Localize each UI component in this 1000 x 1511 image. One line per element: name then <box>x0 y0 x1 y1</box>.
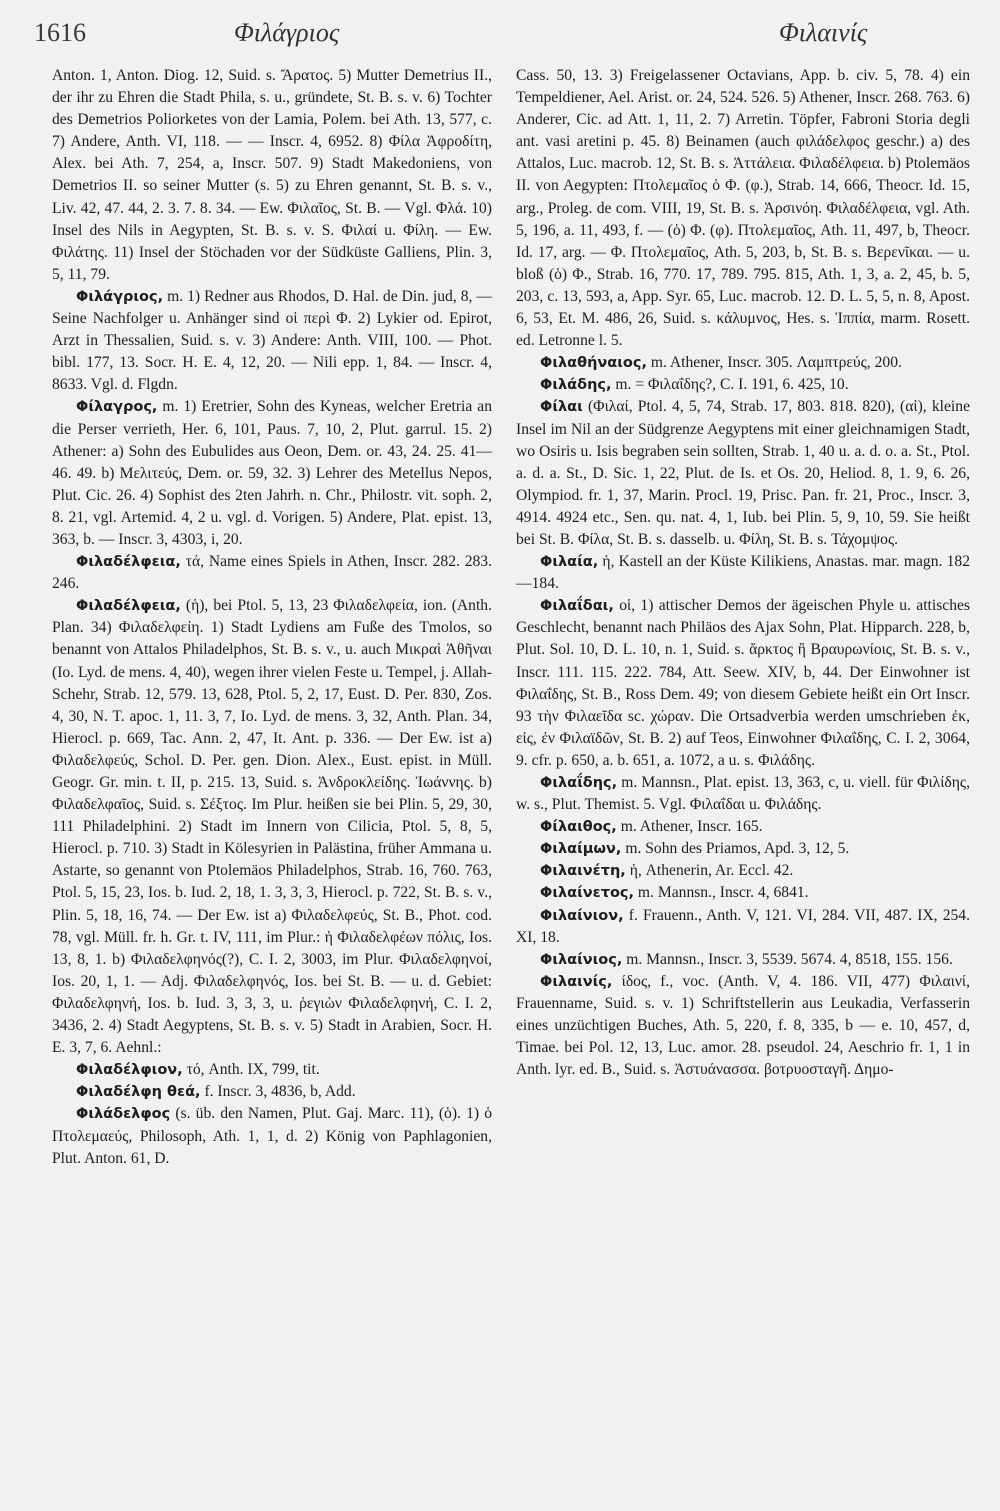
right-column <box>516 65 970 1081</box>
entry-text: m. Athener, Inscr. 165. <box>616 818 763 836</box>
entry-headword: Φίλαι <box>540 399 583 416</box>
left-column <box>52 65 492 1170</box>
running-head-left: Φιλάγριος <box>234 18 340 47</box>
entry-text: τό, Anth. IX, 799, tit. <box>182 1061 320 1079</box>
dictionary-entry <box>516 860 970 882</box>
entry-headword: Φιλαδέλφη θεά, <box>76 1084 201 1101</box>
entry-text: m. Athener, Inscr. 305. Λαμπτρεύς, 200. <box>646 354 902 372</box>
dictionary-entry <box>516 905 970 949</box>
dictionary-entry <box>52 1103 492 1169</box>
entry-text: Anton. 1, Anton. Diog. 12, Suid. s. Ἄρατος. 5) Mutter Demetrius II., der ihr zu Ehren die Stadt Phila, s. u., gründete, St. B. s. v. 6) Tochter des Demetrios Poliorketes von der Lamia, Polem. bei Ath. 13, 577, c. 7) Andere, Anth. VI, 118. — — Inscr. 4, 6952. 8) Φίλα Ἀφροδίτη, Alex. bei Ath. 7, 254, a, Inscr. 507. 9) Stadt Makedoniens, von Demetrios II. so seiner Mutter (s. 5) zu Ehren genannt, St. B. s. v., Liv. 42, 47. 44, 2. 3. 7. 8. 34. — Ew. Φιλαῖος, St. B. — Vgl. Φλά. 10) Insel des Nils in Aegypten, St. B. s. v. S. Φιλαί u. Φίλη. — Ew. Φιλάτης. 11) Insel der Stöchaden vor der Südküste Galliens, Plin. 3, 5, 11, 79. <box>52 67 492 283</box>
entry-text: ίδος, f., voc. (Anth. V, 4. 186. VII, 477) Φιλαινί, Frauenname, Suid. s. v. 1) Schriftstellerin aus Leukadia, Verfasserin eines unzüchtigen Buches, Ath. 5, 220, f. 8, 335, b — e. 10, 457, d, Timae. bei Pol. 12, 13, Luc. amor. 28. pseudol. 24, Aeschrio fr. 1, 1 in Anth. lyr. ed. B., Suid. s. Ἀστυάνασσα. βοτρυοσταγῆ. Δημο- <box>516 972 970 1079</box>
entry-headword: Φιλαίνετος, <box>540 885 635 902</box>
dictionary-entry <box>516 882 970 904</box>
dictionary-entry <box>52 396 492 551</box>
entry-headword: Φιλαία, <box>540 554 599 571</box>
page-header <box>34 14 970 54</box>
entry-headword: Φιλαινίς, <box>540 973 613 990</box>
dictionary-entry <box>516 595 970 772</box>
entry-headword: Φιλαθήναιος, <box>540 355 647 372</box>
entry-headword: Φιλαδέλφεια, <box>76 554 181 571</box>
entry-headword: Φιλάδελφος <box>76 1106 171 1123</box>
dictionary-entry <box>516 971 970 1081</box>
entry-headword: Φιλαίνιον, <box>540 907 624 924</box>
running-head-right: Φιλαινίς <box>779 18 868 47</box>
entry-continuation <box>516 65 970 352</box>
entry-continuation <box>52 65 492 286</box>
entry-headword: Φιλάδης, <box>540 377 612 394</box>
dictionary-entry <box>516 816 970 838</box>
entry-text: f. Frauenn., Anth. V, 121. VI, 284. VII, 487. IX, 254. XI, 18. <box>516 906 970 946</box>
entry-text: τά, Name eines Spiels in Athen, Inscr. 282. 283. 246. <box>52 553 492 593</box>
entry-headword: Φιλαΐδαι, <box>540 598 614 615</box>
entry-headword: Φιλαινέτη, <box>540 863 626 880</box>
entry-text: m. 1) Redner aus Rhodos, D. Hal. de Din. jud, 8, — Seine Nachfolger u. Anhänger sind οἱ περὶ Φ. 2) Lykier od. Epirot, Arzt in Thessalien, Suid. s. v. 3) Andere: Anth. VIII, 100. — Phot. bibl. 177, 13. Socr. H. E. 4, 12, 20. — Nili epp. 1, 84. — Inscr. 4, 8633. Vgl. d. Flgdn. <box>52 287 492 394</box>
dictionary-entry <box>516 772 970 816</box>
dictionary-entry <box>52 595 492 1059</box>
dictionary-entry <box>516 838 970 860</box>
entry-text: Cass. 50, 13. 3) Freigelassener Octavians, App. b. civ. 5, 78. 4) ein Tempeldiener, Ael. Arist. or. 24, 524. 526. 5) Athener, Inscr. 268. 763. 6) Anderer, Cic. ad Att. 1, 11, 2. 7) Arretin. Töpfer, Fabroni Storia degli ant. vasi aretini p. 45. 8) Beinamen (auch φιλάδελφος geschr.) a) des Attalos, Luc. macrob. 12, St. B. s. Ἀττάλεια. Φιλαδέλφεια. b) Ptolemäos II. von Aegypten: Πτολεμαῖος ὁ Φ. (φ.), Strab. 14, 666, Theocr. Id. 15, arg., Proleg. de com. VIII, 19, St. B. s. Ἀρσινόη. Φιλαδέλφεια, vgl. Ath. 5, 196, a. 11, 493, f. — (ὁ) Φ. (φ). Πτολεμαῖος, Ath. 11, 497, b, Theocr. Id. 17, arg. — Φ. Πτολεμαῖος, Ath. 5, 203, b, St. B. s. Βερενῖκαι. — u. bloß (ὁ) Φ., Strab. 16, 770. 17, 789. 795. 815, Ath. 1, 3, a. 2, 45, b. 5, 203, c. 13, 593, a, App. Syr. 65, Luc. macrob. 12. D. L. 5, 5, n. 8, Apost. 6, 53, Et. M. 486, 26, Suid. s. κάλυμνος, Hes. s. Ἱππία, marm. Rosett. ed. Letronne l. 5. <box>516 67 970 350</box>
entry-text: οἱ, 1) attischer Demos der ägeischen Phyle u. attisches Geschlecht, benannt nach Philäos des Ajax Sohn, Plat. Hipparch. 228, b, Plut. Sol. 10, D. L. 10, n. 1, Suid. s. ἄρκτος ἢ Βραυρωνίοις, St. B. s. v., Inscr. 111. 115. 222. 784, Att. Seew. XIV, b, 44. Der Einwohner ist Φιλαΐδης, St. B., Ross Dem. 49; von diesem Gebiete heißt ein Ort Inscr. 93 τὴν Φιλαεῖδα sc. χώραν. Die Ortsadverbia werden umschrieben ἐκ, εἰς, ἐν Φιλαϊδῶν, St. B. 2) auf Teos, Einwohner Φιλαΐδης, C. I. 2, 3064, 9. cfr. p. 650, a. b. 651, a. 1072, a u. s. Φιλάδης. <box>516 597 970 769</box>
entry-headword: Φιλάγριος, <box>76 288 164 305</box>
dictionary-entry <box>52 551 492 595</box>
dictionary-entry <box>52 286 492 396</box>
entry-headword: Φιλαίμων, <box>540 841 622 858</box>
entry-headword: Φιλαίνιος, <box>540 951 623 968</box>
dictionary-entry <box>516 949 970 971</box>
dictionary-entry <box>52 1059 492 1081</box>
dictionary-entry <box>516 374 970 396</box>
page-number: 1616 <box>34 18 86 47</box>
entry-text: m. = Φιλαΐδης?, C. I. 191, 6. 425, 10. <box>611 376 849 394</box>
dictionary-entry <box>516 551 970 595</box>
entry-text: m. Mannsn., Inscr. 4, 6841. <box>634 884 809 902</box>
dictionary-entry <box>516 352 970 374</box>
entry-text: m. Mannsn., Plat. epist. 13, 363, c, u. viell. für Φιλίδης, w. s., Plut. Themist. 5. Vgl. Φιλαΐδαι u. Φιλάδης. <box>516 774 970 814</box>
entry-headword: Φιλαΐδης, <box>540 775 618 791</box>
dictionary-entry <box>516 396 970 551</box>
entry-text: (Φιλαί, Ptol. 4, 5, 74, Strab. 17, 803. 818. 820), (αἱ), kleine Insel im Nil an der Südgrenze Aegyptens mit einer gleichnamigen Stadt, wo Osiris u. Isis begraben sein sollten, Strab. 1, 40 u. a. d. o. a. St., Ptol. a. d. a. St., D. Sic. 1, 22, Plut. de Is. et Os. 20, Heliod. 8, 1. 9, 6. 26, Olympiod. fr. 1, 37, Marin. Procl. 19, Prisc. Pan. fr. 21, Proc., Inscr. 3, 4914. 4924 etc., Sen. qu. nat. 4, 1, Iub. bei Plin. 5, 9, 10, 59. Sie heißt bei St. B. Φίλα, St. B. s. dasselb. u. Φίλη, St. B. s. Τάχομψος. <box>516 398 970 548</box>
entry-text: m. Sohn des Priamos, Apd. 3, 12, 5. <box>621 840 850 858</box>
entry-text: m. Mannsn., Inscr. 3, 5539. 5674. 4, 8518, 155. 156. <box>622 950 953 968</box>
entry-text: f. Inscr. 3, 4836, b, Add. <box>200 1083 356 1101</box>
entry-text: ἡ, Athenerin, Ar. Eccl. 42. <box>625 862 794 880</box>
entry-text: m. 1) Eretrier, Sohn des Kyneas, welcher Eretria an die Perser verrieth, Her. 6, 101, Paus. 7, 10, 2, Plut. garrul. 15. 2) Athener: a) Sohn des Eubulides aus Oeon, Dem. or. 43, 24. 25. 41—46. 49. b) Μελιτεύς, Dem. or. 59, 32. 3) Lehrer des Metellus Nepos, Plut. Cic. 26. 4) Sophist des 2ten Jahrh. n. Chr., Philostr. vit. soph. 2, 8. 21, vgl. Artemid. 4, 2 u. vgl. d. Vorigen. 5) Andere, Plat. epist. 13, 363, b. — Inscr. 3, 4303, i, 20. <box>52 398 492 548</box>
dictionary-entry <box>52 1081 492 1103</box>
entry-headword: Φιλαδέλφεια, <box>76 598 181 615</box>
entry-headword: Φίλαγρος, <box>76 399 158 416</box>
entry-headword: Φιλαδέλφιον, <box>76 1062 183 1079</box>
entry-text: (ἡ), bei Ptol. 5, 13, 23 Φιλαδελφεία, ion. (Anth. Plan. 34) Φιλαδελφείη. 1) Stadt Lydiens am Fuße des Tmolos, so benannt von Attalos Philadelphos, St. B. s. v., u. auch Μικραὶ Ἀθῆναι (Io. Lyd. de mens. 4, 40), wegen ihrer vielen Feste u. Tempel, j. Allah-Schehr, Strab. 12, 579. 13, 628, Ptol. 5, 2, 17, Eust. D. Per. 830, Zos. 4, 30, N. T. apoc. 1, 11. 3, 7, Io. Lyd. de mens. 3, 32, Anth. Plan. 34, Hierocl. p. 669, Tac. Ann. 2, 47, It. Ant. p. 336. — Der Ew. ist a) Φιλαδελφεύς, Schol. D. Per. gen. Dion. Alex., Eust. epist. in Müll. Geogr. Gr. min. t. II, p. 215. 13, Suid. s. Ἀνδροκλείδης. Ἰωάννης. b) Φιλαδελφαῖος, Suid. s. Σέξτος. Im Plur. heißen sie bei Plin. 5, 29, 30, 111 Philadelphini. 2) Stadt im Innern von Cilicia, Ptol. 5, 8, 5, Hierocl. p. 710. 3) Stadt in Kölesyrien in Palästina, früher Ammana u. Astarte, so genannt von Ptolemäos Philadelphos, Strab. 16, 760. 763, Ptol. 5, 15, 23, Ios. b. Iud. 2, 18, 1. 3, 3, 3, Hierocl. p. 722, St. B. s. v., Plin. 5, 18, 16, 74. — Der Ew. ist a) Φιλαδελφεύς, St. B., Phot. cod. 78, vgl. Müll. fr. h. Gr. t. IV, 111, im Plur.: ἡ Φιλαδελφέων πόλις, Ios. 13, 8, 1. b) Φιλαδελφηνός(?), C. I. 2, 3003, im Plur. Φιλαδελφηνοί, Ios. 20, 1, 1. — Adj. Φιλαδελφηνός, Ios. bei St. B. — u. d. Gebiet: Φιλαδελφηνή, Ios. b. Iud. 3, 3, 3, u. ῥεγιὼν Φιλαδελφηνή, C. I. 2, 3436, 2. 4) Stadt Aegyptens, St. B. s. v. 5) Stadt in Arabien, Socr. H. E. 3, 7, 6. Aehnl.: <box>52 597 492 1057</box>
entry-headword: Φίλαιθος, <box>540 819 617 836</box>
entry-text: ἡ, Kastell an der Küste Kilikiens, Anastas. mar. magn. 182—184. <box>516 553 970 593</box>
entry-text: (s. üb. den Namen, Plut. Gaj. Marc. 11), (ὁ). 1) ὁ Πτολεμαεύς, Philosoph, Ath. 1, 1, d. 2) König von Paphlagonien, Plut. Anton. 61, D. <box>52 1105 492 1167</box>
